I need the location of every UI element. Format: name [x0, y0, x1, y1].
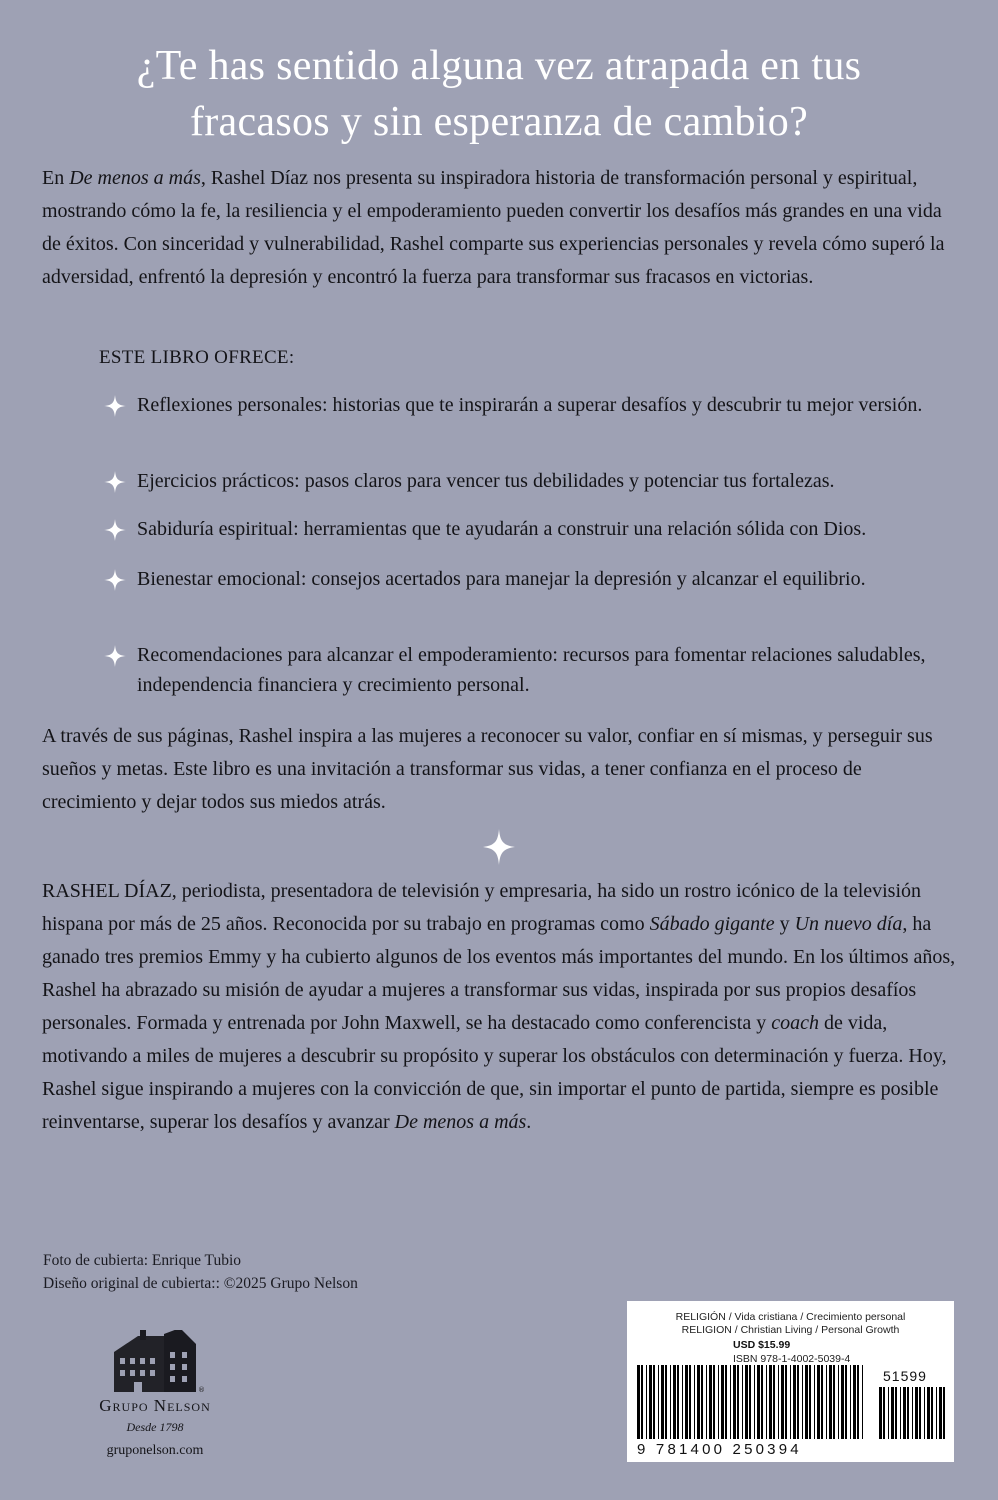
barcode-digits: 9 781400 250394: [637, 1441, 802, 1458]
intro-book-title: De menos a más: [69, 167, 201, 189]
offer-item-text: Recomendaciones para alcanzar el empoderamiento: recursos para fomentar relaciones saludables, independencia financiera y crecimiento personal.: [137, 644, 926, 696]
sparkle-star-icon: [103, 470, 127, 494]
publisher-url: gruponelson.com: [106, 1443, 204, 1458]
offers-title: ESTE LIBRO OFRECE:: [99, 347, 295, 368]
author-bio: [42, 875, 958, 1139]
offer-item-text: Bienestar emocional: consejos acertados para manejar la depresión y alcanzar el equilibrio.: [137, 568, 866, 590]
publisher-logo: [40, 1330, 270, 1470]
bio-text-1: RASHEL DÍAZ, periodista, presentadora de televisión y empresaria, ha sido un rostro icónico de la televisión hispana por más de 25 años. Reconocida por su trabajo en programas como: [42, 880, 922, 935]
intro-text-rest: , Rashel Díaz nos presenta su inspiradora historia de transformación personal y espiritual, mostrando cómo la fe, la resiliencia y el empoderamiento pueden convertir los desafíos más grandes en una vida de éxitos. Con sinceridad y vulnerabilidad, Rashel comparte sus experiencias personales y revela cómo superó la adversidad, enfrentó la depresión y encontró la fuerza para transformar sus fracasos en victorias.: [42, 167, 945, 288]
barcode-bars: [627, 1301, 954, 1462]
sparkle-star-icon: [103, 644, 127, 668]
publisher-name: Grupo Nelson: [99, 1396, 211, 1415]
offer-item-text: Sabiduría espiritual: herramientas que te ayudarán a construir una relación sólida con Dios.: [137, 518, 867, 540]
sparkle-star-icon: [103, 568, 127, 592]
closing-paragraph: A través de sus páginas, Rashel inspira a las mujeres a reconocer su valor, confiar en sí mismas, y perseguir sus sueños y metas. Este libro es una invitación a transformar sus vidas, a tener confianza en el proceso de crecimiento y dejar todos sus miedos atrás.: [42, 725, 933, 813]
bio-show-2: Un nuevo día: [794, 913, 903, 935]
bio-text-2: y: [774, 913, 795, 935]
isbn-label: ISBN 978-1-4002-5039-4: [733, 1353, 851, 1365]
divider-sparkle-icon: [482, 828, 516, 866]
bio-book-title: De menos a más: [394, 1111, 527, 1133]
bio-coach: coach: [771, 1012, 819, 1034]
price-addon-number: 51599: [883, 1368, 927, 1384]
photo-credit: Foto de cubierta: Enrique Tubio: [43, 1252, 242, 1269]
design-credit: Diseño original de cubierta:: ©2025 Grupo Nelson: [43, 1275, 358, 1292]
bio-text-3: , ha ganado tres premios Emmy y ha cubierto algunos de los eventos más importantes del mundo. En los últimos años, Rashel ha abrazado su misión de ayudar a mujeres a transformar sus vidas, inspirada por sus propios desafíos personales. Formada y entrenada por John Maxwell, se ha destacado como conferencista y: [42, 913, 956, 1034]
headline-line-2: fracasos y sin esperanza de cambio?: [189, 99, 809, 145]
intro-paragraph: [42, 162, 958, 294]
barcode-panel: [627, 1301, 954, 1462]
offer-item-text: Reflexiones personales: historias que te inspirarán a superar desafíos y descubrir tu mejor versión.: [137, 394, 923, 416]
headline: [0, 38, 998, 150]
category-english: RELIGION / Christian Living / Personal Growth: [681, 1324, 900, 1336]
category-spanish: RELIGIÓN / Vida cristiana / Crecimiento personal: [675, 1311, 906, 1323]
bio-show-1: Sábado gigante: [649, 913, 775, 935]
cover-credits: [43, 1249, 358, 1295]
publisher-since: Desde 1798: [126, 1420, 184, 1434]
bio-text-end: .: [526, 1111, 532, 1133]
sparkle-star-icon: [103, 518, 127, 542]
bio-text-4: de vida, motivando a miles de mujeres a descubrir su propósito y superar los obstáculos con determinación y fuerza. Hoy, Rashel sigue inspirando a mujeres con la convicción de que, sin importar el punto de partida, siempre es posible reinventarse, superar los desafíos y avanzar: [42, 1012, 947, 1133]
offer-item-text: Ejercicios prácticos: pasos claros para vencer tus debilidades y potenciar tus fortalezas.: [137, 470, 835, 492]
intro-text-start: En: [42, 167, 70, 189]
house-logo-icon: [104, 1330, 206, 1394]
price-label: USD $15.99: [733, 1339, 791, 1351]
headline-line-1: ¿Te has sentido alguna vez atrapada en tus: [136, 43, 862, 89]
sparkle-star-icon: [103, 394, 127, 418]
registered-mark: ®: [198, 1386, 205, 1394]
